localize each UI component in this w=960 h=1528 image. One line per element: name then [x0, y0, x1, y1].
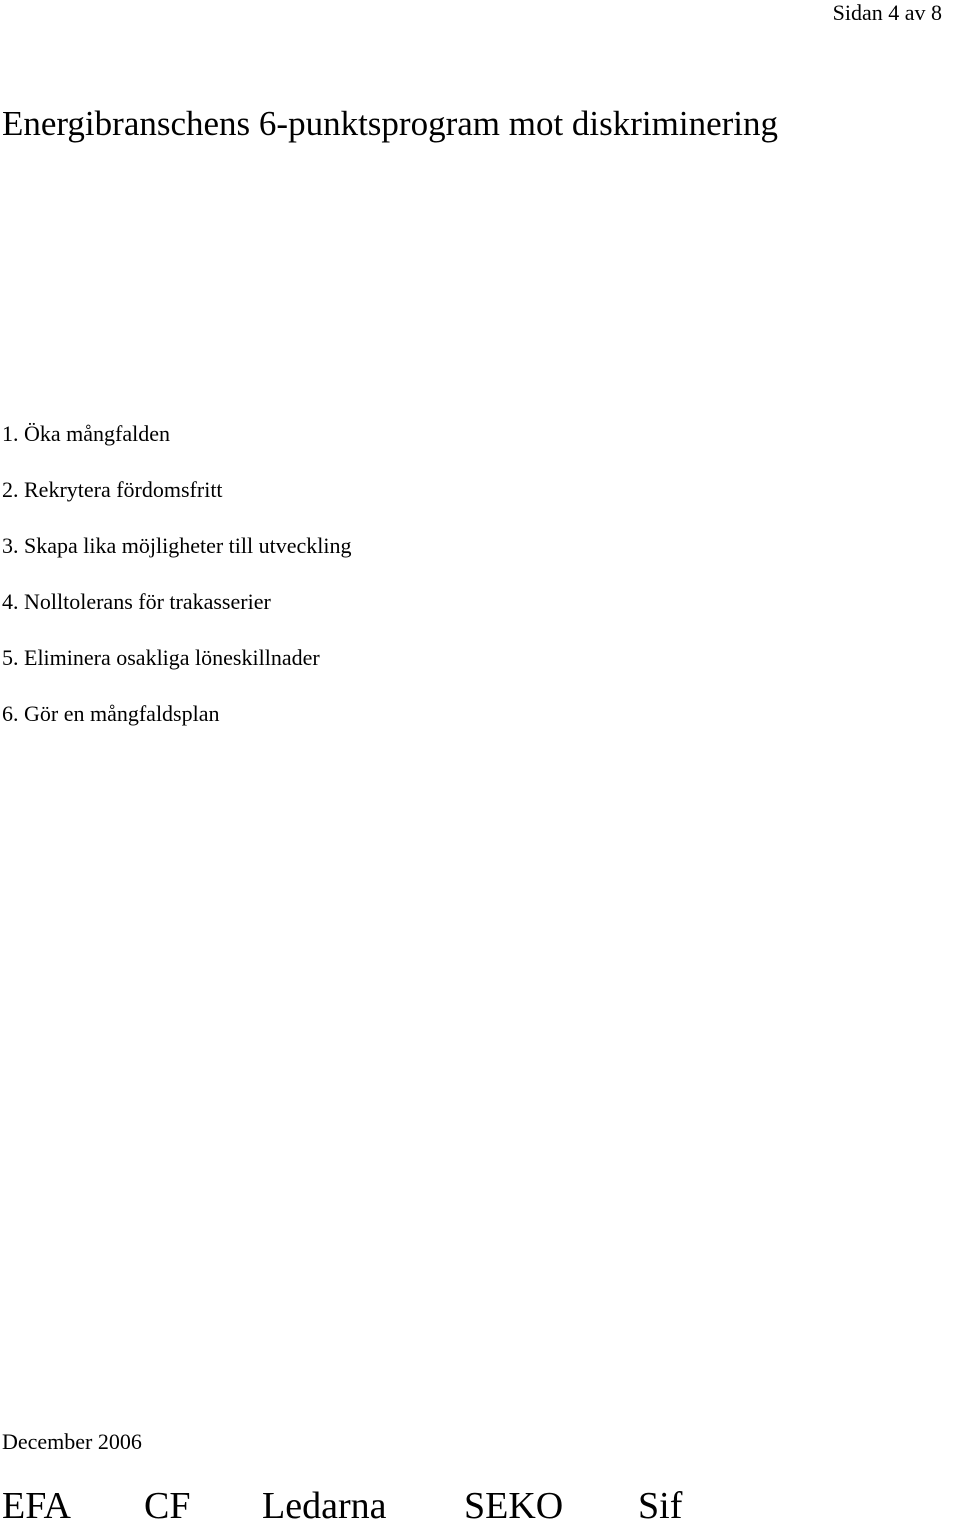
organization-ledarna: Ledarna: [262, 1485, 387, 1527]
organization-sif: Sif: [638, 1485, 683, 1527]
page-number: Sidan 4 av 8: [832, 0, 942, 25]
organization-cf: CF: [144, 1485, 191, 1527]
program-point-3: 3. Skapa lika möjligheter till utveckling: [2, 533, 352, 558]
organization-seko: SEKO: [464, 1485, 564, 1527]
organization-efa: EFA: [2, 1485, 71, 1527]
program-point-2: 2. Rekrytera fördomsfritt: [2, 477, 223, 502]
program-point-6: 6. Gör en mångfaldsplan: [2, 701, 220, 726]
footer-date: December 2006: [2, 1429, 142, 1454]
program-point-1: 1. Öka mångfalden: [2, 421, 170, 446]
program-point-5: 5. Eliminera osakliga löneskillnader: [2, 645, 320, 670]
program-point-list: [2, 420, 352, 756]
program-point-4: 4. Nolltolerans för trakasserier: [2, 589, 271, 614]
organization-list: [2, 1484, 942, 1528]
document-title: Energibranschens 6-punktsprogram mot diskriminering: [2, 104, 779, 143]
